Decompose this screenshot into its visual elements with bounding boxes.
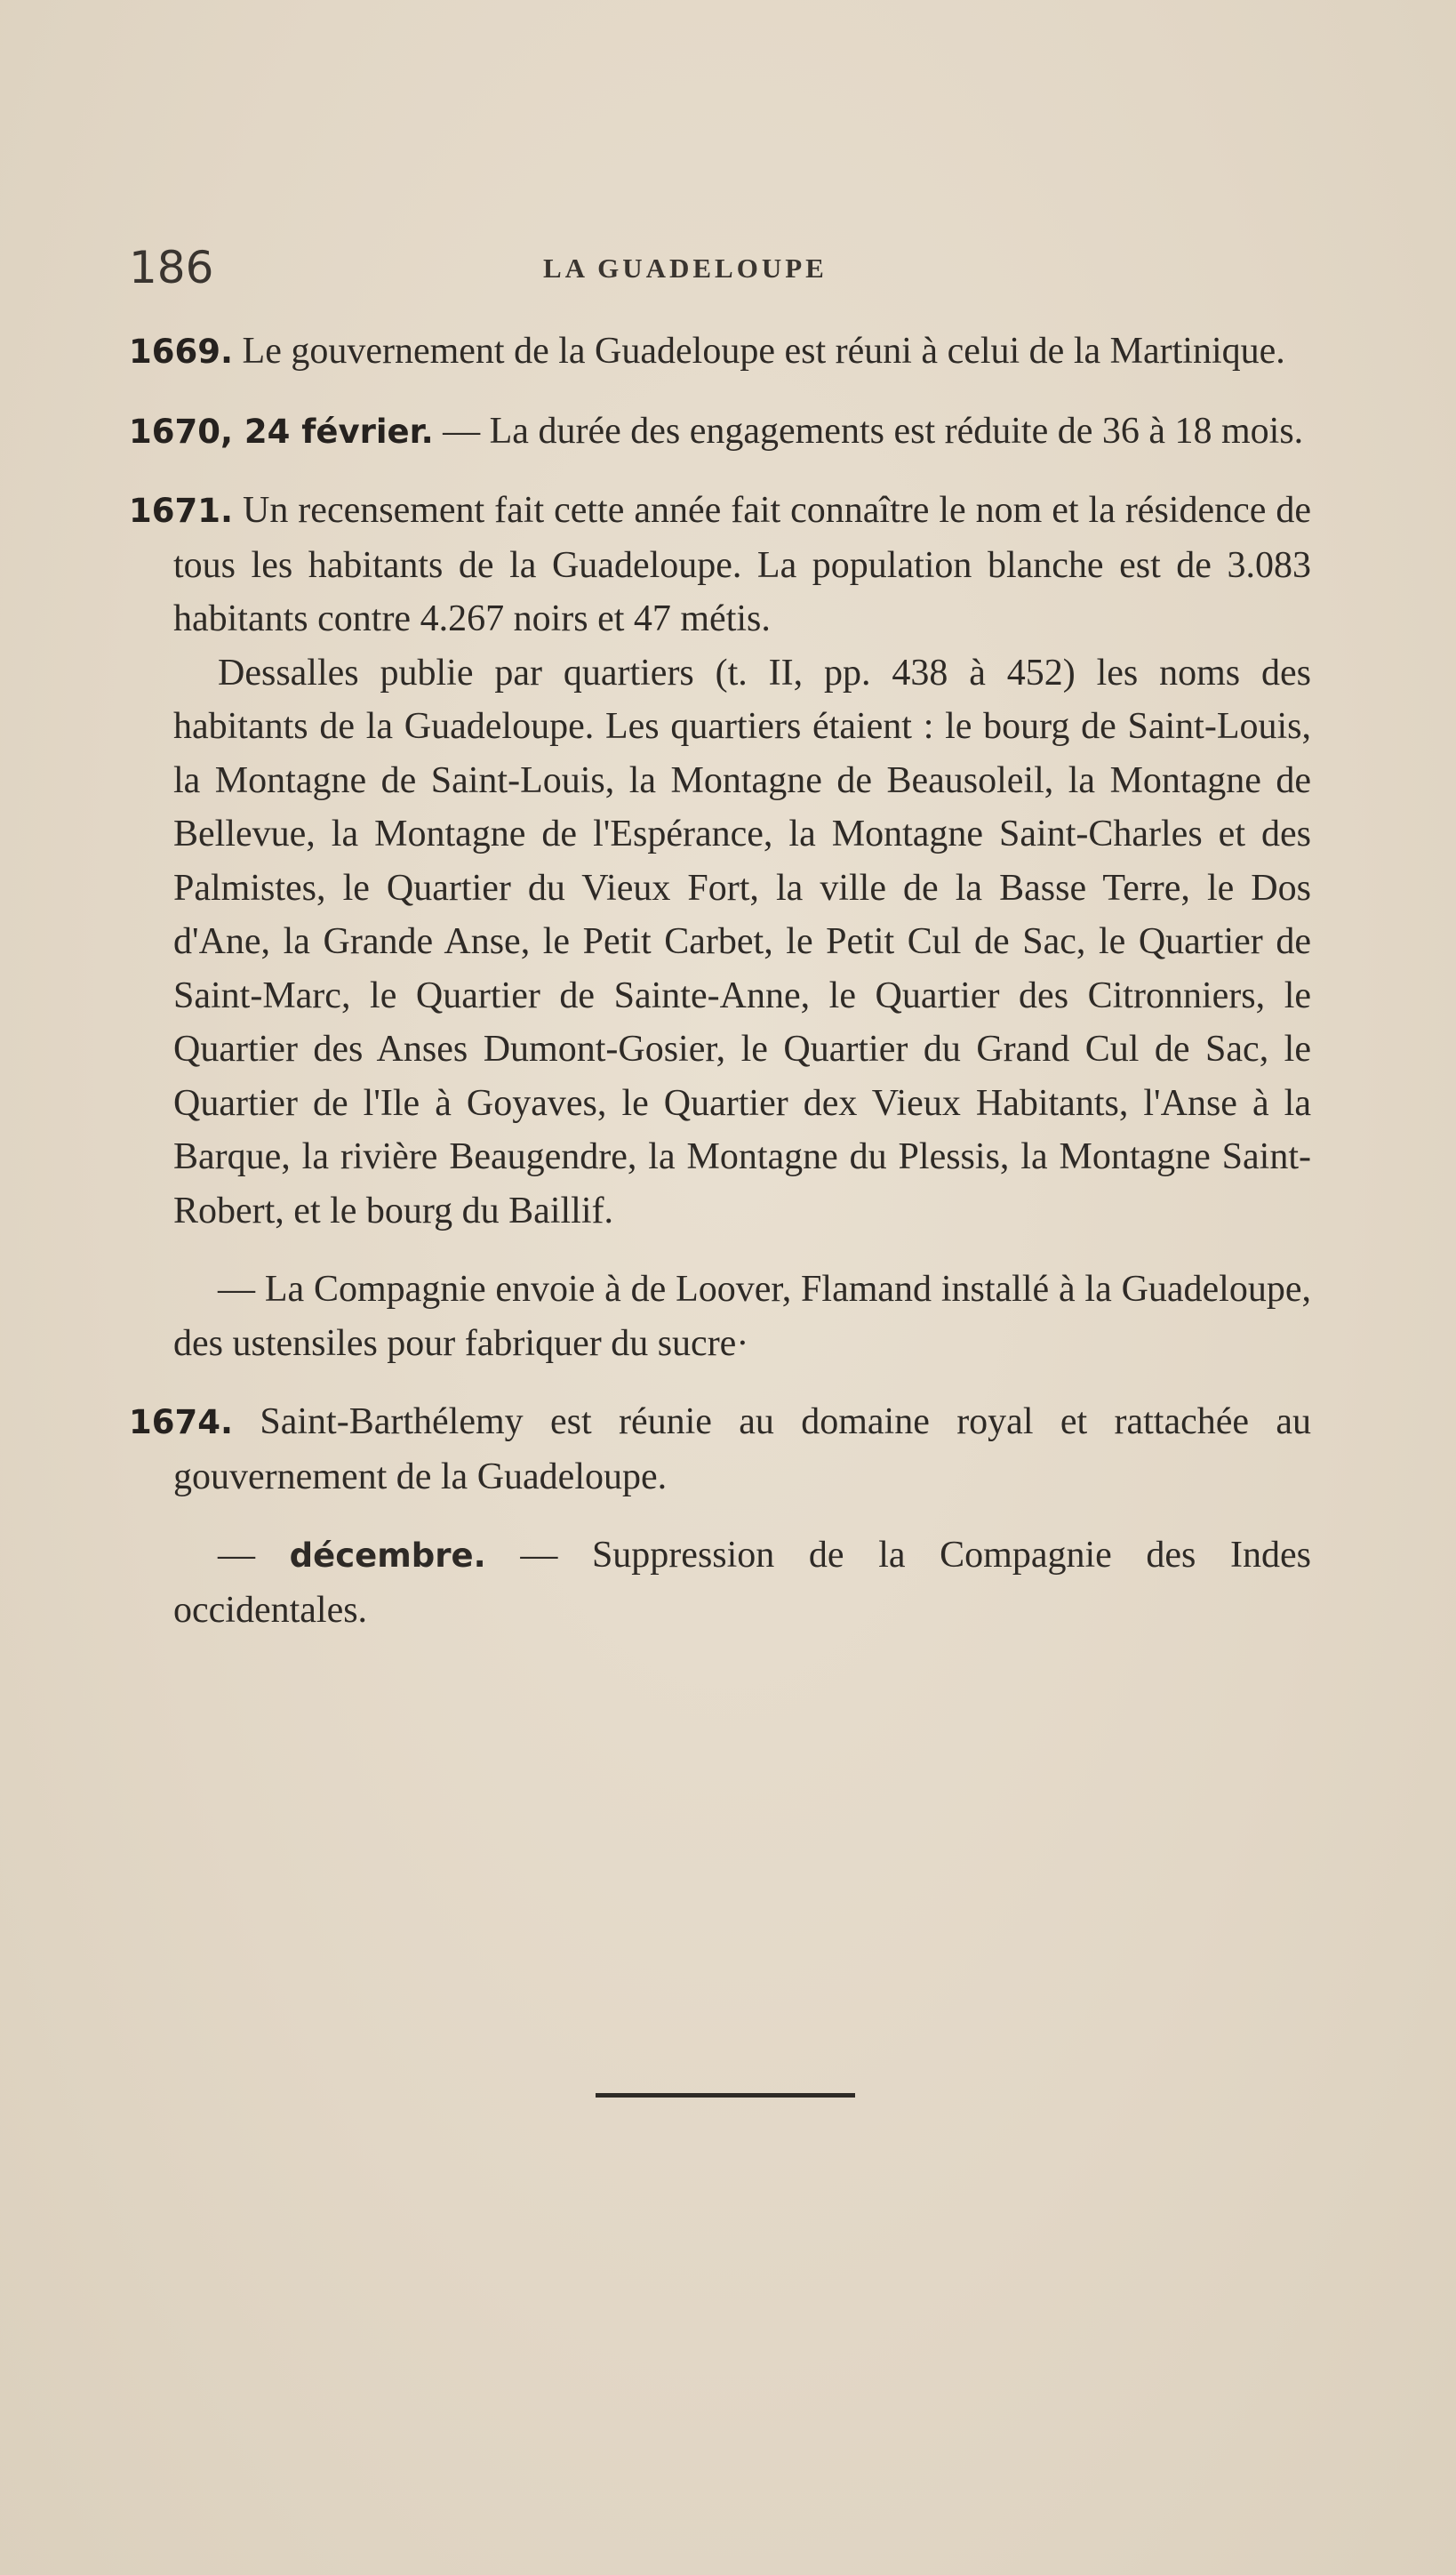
- dessalles-paragraph: Dessalles publie par quartiers (t. II, pp. 438 à 452) les noms des habitants de la Guadeloupe. Les quartiers étaient : le bourg de Saint-Louis, la Montagne de Saint-Louis, la Montagne de Beausoleil, la Montagne de Bellevue, la Montagne de l'Espérance, la Montagne Saint-Charles et des Palmistes, le Quartier du Vieux Fort, la ville de la Basse Terre, le Dos d'Ane, la Grande Anse, le Petit Carbet, le Petit Cul de Sac, le Quartier de Saint-Marc, le Quartier de Sainte-Anne, le Quartier des Citronniers, le Quartier des Anses Dumont-Gosier, le Quartier du Grand Cul de Sac, le Quartier de l'Ile à Goyaves, le Quartier dex Vieux Habitants, l'Anse à la Barque, la rivière Beaugendre, la Montagne du Plessis, la Montagne Saint-Robert, et le bourg du Baillif.: [173, 652, 1311, 1231]
- running-title: LA GUADELOUPE: [543, 253, 828, 284]
- entry-text: — La durée des engagements est réduite de 36 à 18 mois.: [433, 410, 1304, 452]
- chronology-entry-1670: [129, 405, 1311, 460]
- entry-year: 1670, 24 février.: [129, 412, 434, 451]
- entry-year: 1669.: [129, 333, 234, 371]
- decembre-lead: —: [218, 1535, 290, 1576]
- entry-text: Saint-Barthélemy est réunie au domaine royal et rattachée au gouvernement de la Guadeloupe.: [173, 1401, 1311, 1497]
- entry-year: 1674.: [129, 1403, 234, 1441]
- chronology-entry-1674: [129, 1395, 1311, 1504]
- entry-text: Le gouvernement de la Guadeloupe est réuni à celui de la Martinique.: [233, 331, 1285, 372]
- page-body: [129, 325, 1311, 1637]
- decembre-label: décembre.: [289, 1536, 486, 1575]
- page-number: 186: [129, 242, 214, 293]
- compagnie-paragraph: — La Compagnie envoie à de Loover, Flamand installé à la Guadeloupe, des ustensiles pour fabriquer du sucre·: [173, 1269, 1311, 1364]
- decembre-paragraph: [129, 1528, 1311, 1637]
- decembre-text: — Suppression de la Compagnie des Indes occidentales.: [173, 1535, 1312, 1631]
- chronology-entry-1669: [129, 325, 1311, 380]
- entry-year: 1671.: [129, 492, 234, 530]
- running-head: [129, 242, 1311, 295]
- section-end-rule: [596, 2093, 855, 2098]
- chronology-entry-1671: [129, 484, 1311, 646]
- entry-text: Un recensement fait cette année fait connaître le nom et la résidence de tous les habitants de la Guadeloupe. La population blanche est de 3.083 habitants contre 4.267 noirs et 47 métis.: [173, 490, 1311, 639]
